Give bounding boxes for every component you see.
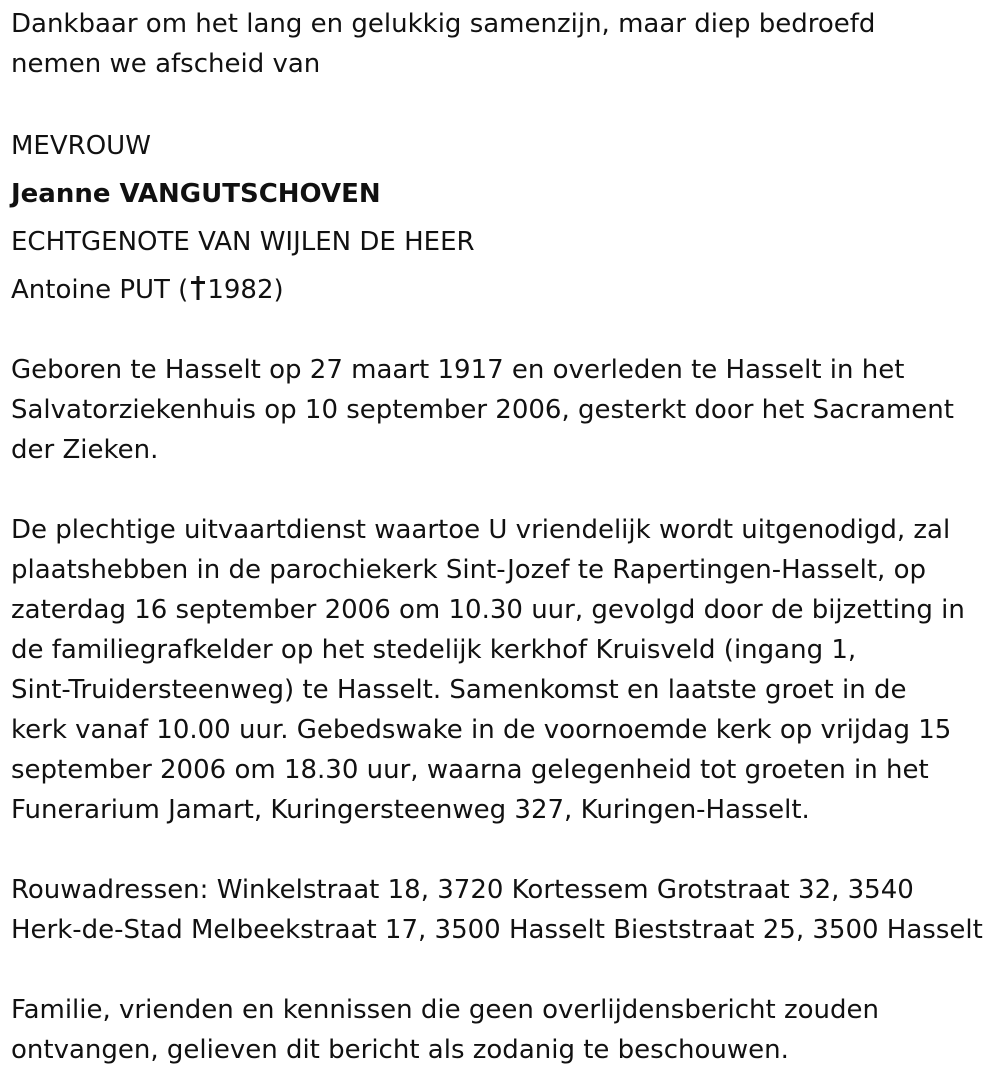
service-line: kerk vanaf 10.00 uur. Gebedswake in de voornoemde kerk op vrijdag 15	[11, 715, 952, 745]
cross-icon	[190, 275, 206, 301]
spouse-death-year: 1982)	[207, 275, 284, 305]
mourning-addresses-paragraph	[11, 870, 983, 950]
service-line: De plechtige uitvaartdienst waartoe U vriendelijk wordt uitgenodigd, zal	[11, 515, 951, 545]
spouse-line-content	[11, 270, 284, 310]
deceased-name-text: Jeanne VANGUTSCHOVEN	[11, 179, 381, 209]
service-line: de familiegrafkelder op het stedelijk kerkhof Kruisveld (ingang 1,	[11, 635, 857, 665]
funeral-service-paragraph	[11, 510, 965, 830]
intro-paragraph	[11, 4, 875, 84]
intro-line: Dankbaar om het lang en gelukkig samenzijn, maar diep bedroefd	[11, 9, 876, 39]
address-line: Rouwadressen: Winkelstraat 18, 3720 Kortessem Grotstraat 32, 3540	[11, 875, 914, 905]
service-line: september 2006 om 18.30 uur, waarna gelegenheid tot groeten in het	[11, 755, 929, 785]
spouse-label	[11, 222, 475, 262]
closing-line: Familie, vrienden en kennissen die geen overlijdensbericht zouden	[11, 995, 879, 1025]
birth-line: der Zieken.	[11, 435, 159, 465]
closing-paragraph	[11, 990, 879, 1070]
title-text: MEVROUW	[11, 131, 151, 161]
closing-line: ontvangen, gelieven dit bericht als zodanig te beschouwen.	[11, 1035, 789, 1065]
intro-line: nemen we afscheid van	[11, 49, 321, 79]
service-line: Sint-Truidersteenweg) te Hasselt. Samenkomst en laatste groet in de	[11, 675, 907, 705]
address-line: Herk-de-Stad Melbeekstraat 17, 3500 Hasselt Bieststraat 25, 3500 Hasselt	[11, 915, 983, 945]
spouse-label-text: ECHTGENOTE VAN WIJLEN DE HEER	[11, 227, 475, 257]
birth-line: Salvatorziekenhuis op 10 september 2006, gesterkt door het Sacrament	[11, 395, 954, 425]
spouse-name: Antoine PUT (	[11, 275, 189, 305]
title-label	[11, 126, 151, 166]
birth-death-paragraph	[11, 350, 954, 470]
spouse-line	[11, 270, 284, 310]
service-line: plaatshebben in de parochiekerk Sint-Jozef te Rapertingen-Hasselt, op	[11, 555, 927, 585]
deceased-name	[11, 174, 381, 214]
service-line: Funerarium Jamart, Kuringersteenweg 327, Kuringen-Hasselt.	[11, 795, 810, 825]
service-line: zaterdag 16 september 2006 om 10.30 uur, gevolgd door de bijzetting in	[11, 595, 965, 625]
birth-line: Geboren te Hasselt op 27 maart 1917 en overleden te Hasselt in het	[11, 355, 905, 385]
